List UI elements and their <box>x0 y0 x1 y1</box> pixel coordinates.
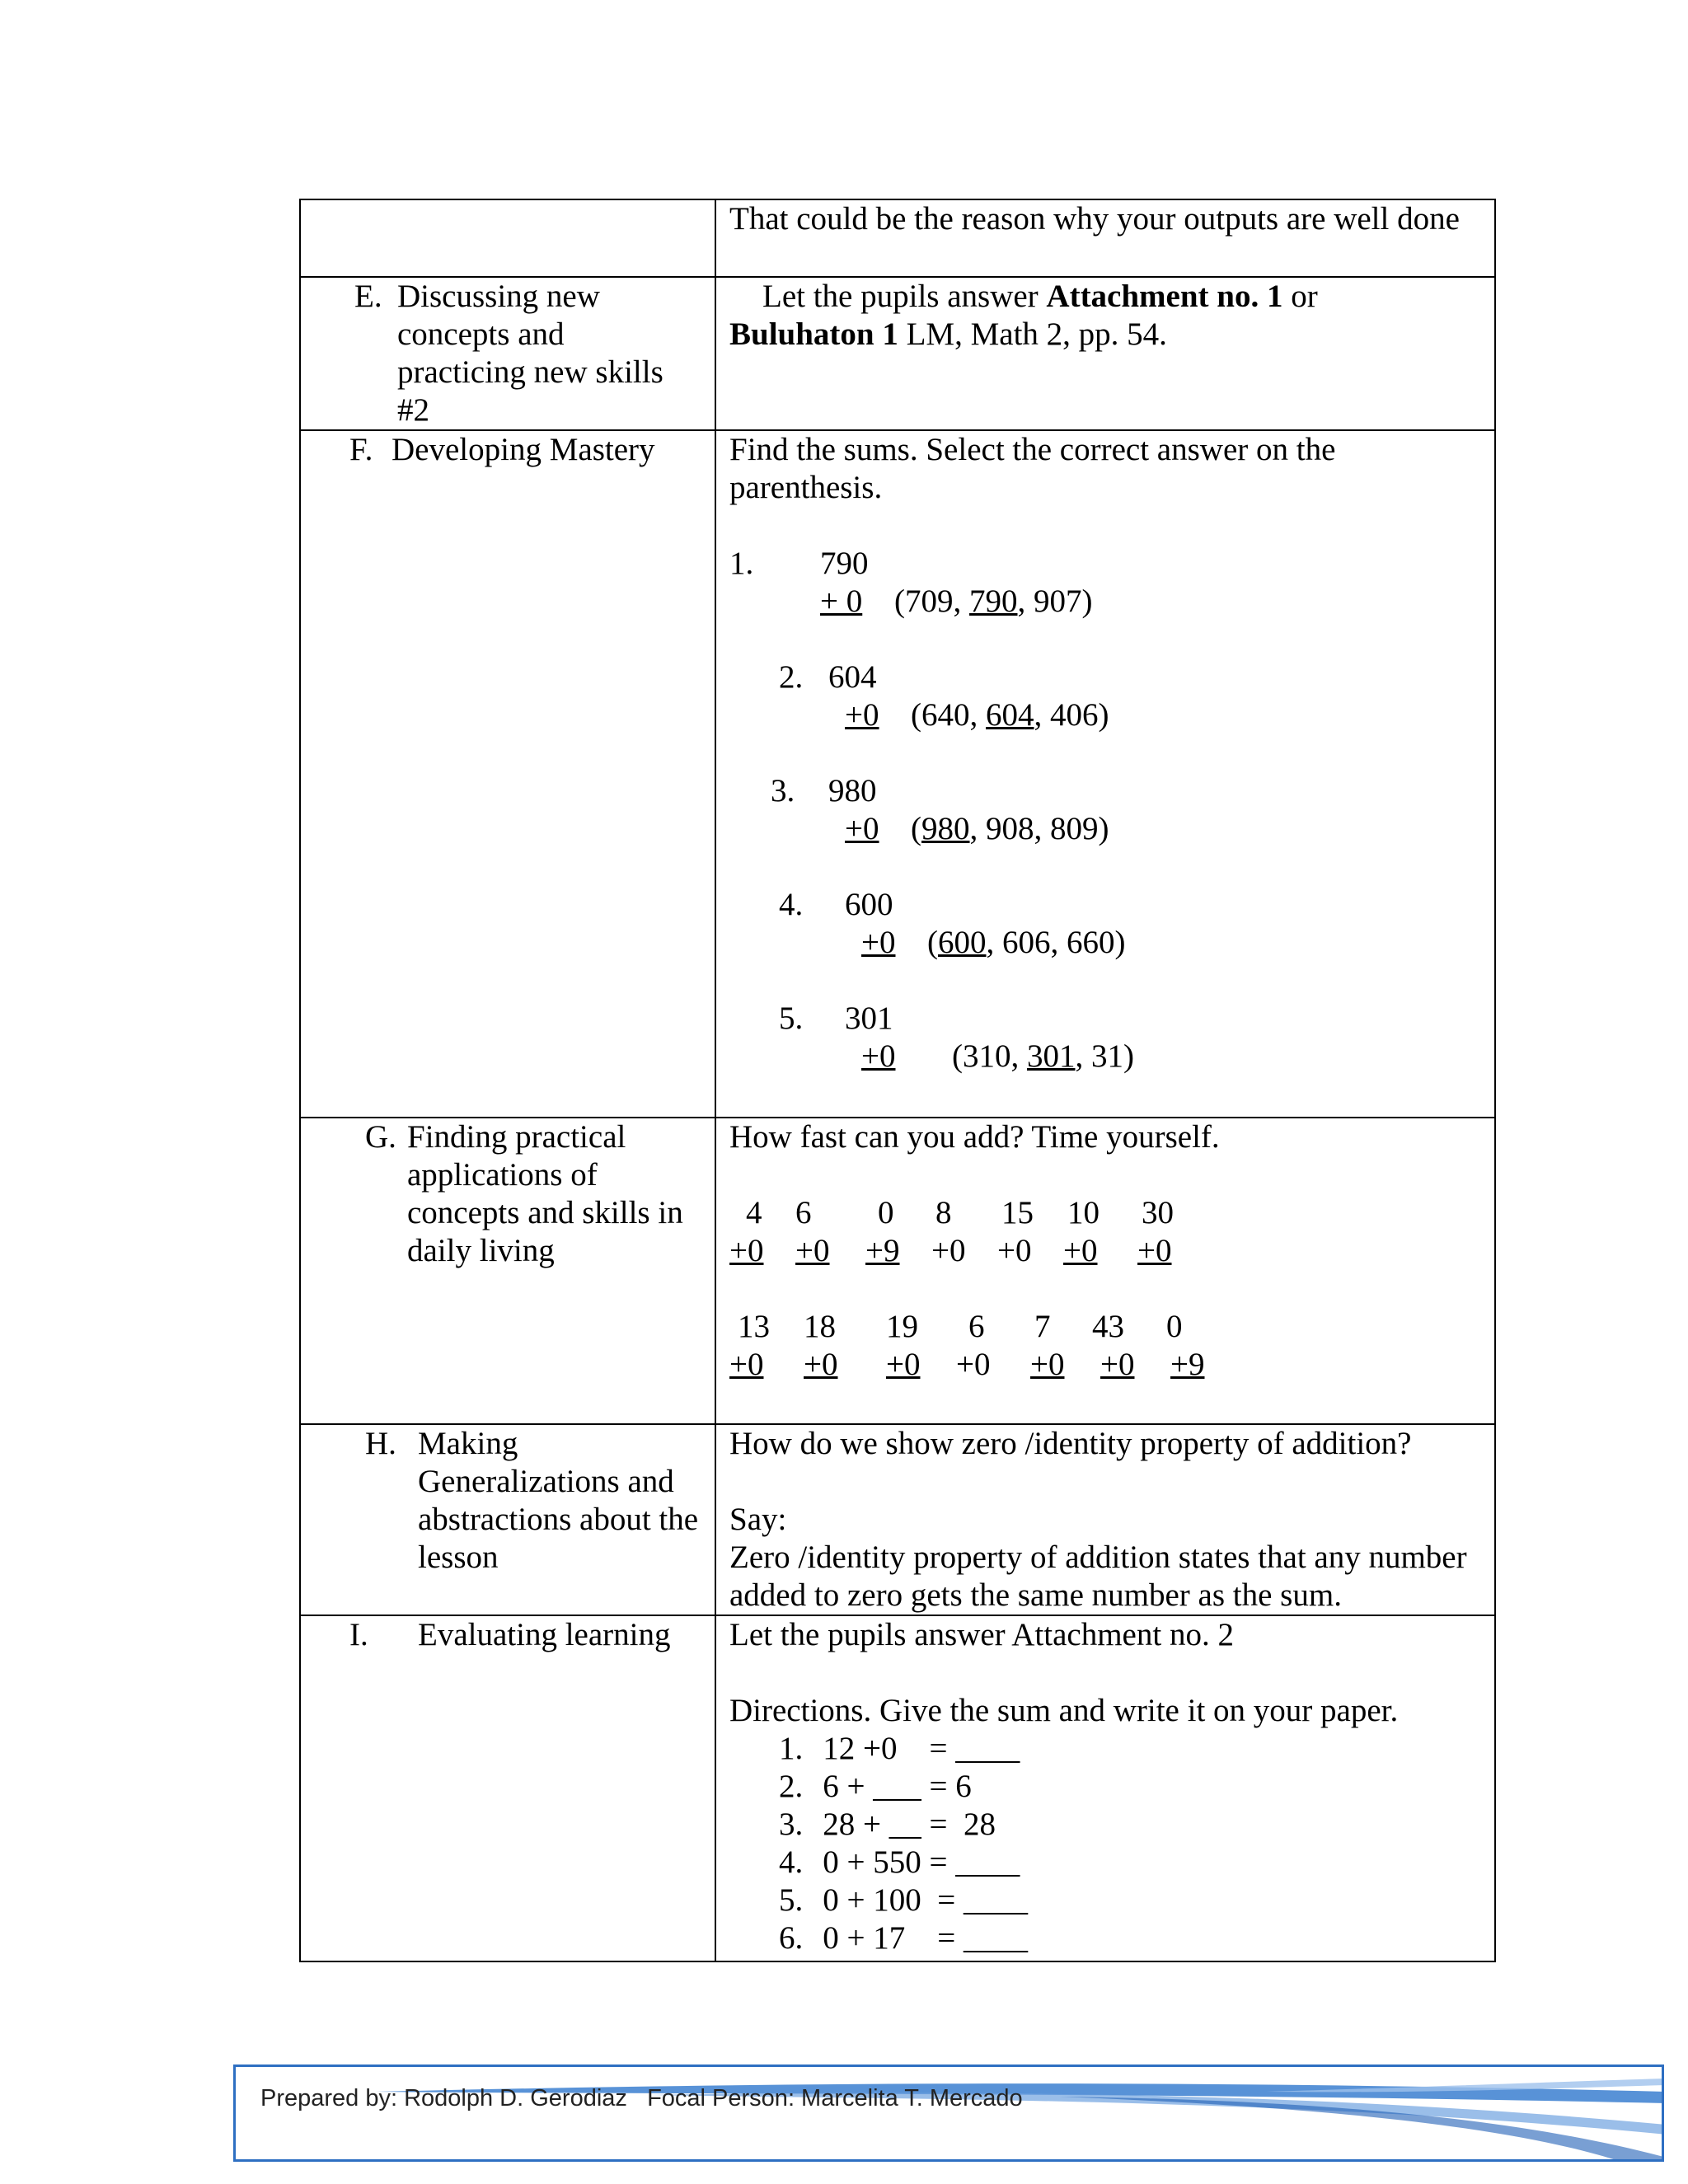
addition-grid-row-2 <box>729 1308 1494 1384</box>
choice: 809 <box>1050 811 1099 846</box>
grid-addend-bottom: +0 <box>1063 1233 1098 1268</box>
item-expression: 0 + 550 = ____ <box>823 1844 1020 1880</box>
row-label: Developing Mastery <box>392 432 655 467</box>
addend-top: 980 <box>828 773 877 808</box>
buluhaton-bold: Buluhaton 1 <box>729 316 898 352</box>
choice: 604 <box>986 697 1034 733</box>
grid-addend-bottom: +0 <box>997 1233 1032 1268</box>
swoosh-decoration <box>236 2067 1664 2162</box>
paren-close: ) <box>1098 811 1109 846</box>
item-expression: 6 + ___ = 6 <box>823 1769 972 1804</box>
problem-number: 2. <box>779 659 804 695</box>
grid-addend-top: 19 <box>886 1309 918 1344</box>
grid-addend-bottom: +0 <box>1100 1347 1135 1382</box>
say-label: Say: <box>729 1502 787 1537</box>
addend-bottom: + 0 <box>820 583 863 619</box>
item-number: 2. <box>779 1769 804 1804</box>
paren-close: ) <box>1123 1038 1134 1074</box>
property-statement: Zero /identity property of addition states that any number added to zero gets the same number as the sum. <box>729 1540 1467 1613</box>
row-letter: H. <box>365 1426 396 1461</box>
paren-open: ( <box>911 811 921 846</box>
addend-bottom: +0 <box>845 811 879 846</box>
problem-number: 1. <box>729 546 754 581</box>
table-row <box>300 1118 1495 1424</box>
table-row <box>300 1615 1495 1961</box>
mastery-problem <box>729 772 1494 848</box>
label-cell <box>300 277 715 430</box>
row-letter: F. <box>349 432 373 467</box>
grid-addend-bottom: +0 <box>956 1347 991 1382</box>
label-cell-empty <box>300 199 715 277</box>
choice: 31 <box>1091 1038 1123 1074</box>
row-label: Discussing new concepts and practicing new skills #2 <box>397 279 663 428</box>
mastery-problem <box>729 658 1494 734</box>
item-expression: 0 + 100 = ____ <box>823 1882 1028 1918</box>
grid-addend-top: 13 <box>738 1309 770 1344</box>
addition-grid-row-1 <box>729 1194 1494 1270</box>
paren-close: ) <box>1081 583 1093 619</box>
grid-addend-bottom: +0 <box>1137 1233 1172 1268</box>
evaluation-line: Let the pupils answer Attachment no. 2 <box>729 1617 1234 1652</box>
grid-addend-bottom: +0 <box>931 1233 966 1268</box>
footer-banner <box>233 2064 1664 2162</box>
content-cell <box>715 1615 1495 1961</box>
grid-addend-top: 30 <box>1142 1195 1174 1230</box>
lesson-plan-table <box>299 199 1496 1962</box>
item-number: 5. <box>779 1882 804 1918</box>
grid-addend-top: 6 <box>795 1195 812 1230</box>
table-row <box>300 277 1495 430</box>
choice: 310 <box>963 1038 1011 1074</box>
grid-addend-top: 10 <box>1067 1195 1100 1230</box>
generalization-question: How do we show zero /identity property of addition? <box>729 1426 1412 1461</box>
row-letter: G. <box>365 1119 396 1155</box>
choice: 660 <box>1067 925 1115 960</box>
choice: 907 <box>1034 583 1082 619</box>
grid-addend-bottom: +0 <box>1030 1347 1065 1382</box>
addend-top: 604 <box>828 659 877 695</box>
grid-addend-top: 0 <box>878 1195 894 1230</box>
grid-addend-top: 15 <box>1001 1195 1034 1230</box>
table-row <box>300 430 1495 1118</box>
row-label: Making Generalizations and abstractions about the lesson <box>418 1426 699 1575</box>
item-expression: 0 + 17 = ____ <box>823 1920 1028 1956</box>
addend-bottom: +0 <box>845 697 879 733</box>
instruction-line-2 <box>729 316 1494 354</box>
continuation-text: That could be the reason why your outputs are well done <box>729 201 1460 237</box>
choice: 980 <box>921 811 970 846</box>
mastery-problem <box>729 886 1494 962</box>
grid-addend-top: 4 <box>746 1195 762 1230</box>
content-cell <box>715 1118 1495 1424</box>
evaluation-item <box>779 1768 972 1806</box>
answer-choices: (600, 606, 660) <box>927 925 1126 960</box>
grid-addend-bottom: +0 <box>804 1347 838 1382</box>
choice: 301 <box>1027 1038 1076 1074</box>
grid-addend-top: 18 <box>804 1309 836 1344</box>
grid-addend-bottom: +0 <box>729 1233 764 1268</box>
instruction-line <box>729 278 1494 316</box>
content-cell <box>715 277 1495 430</box>
choice: 790 <box>969 583 1018 619</box>
content-cell <box>715 430 1495 1118</box>
addend-bottom: +0 <box>861 1038 896 1074</box>
table-row <box>300 1424 1495 1615</box>
grid-addend-top: 6 <box>968 1309 985 1344</box>
mastery-instruction: Find the sums. Select the correct answer on the parenthesis. <box>729 432 1336 505</box>
paren-open: ( <box>911 697 921 733</box>
row-letter: E. <box>354 279 382 314</box>
footer-credits: Prepared by: Rodolph D. Gerodiaz Focal Person: Marcelita T. Mercado <box>260 2085 1023 2111</box>
addend-top: 301 <box>845 1001 893 1036</box>
addend-top: 790 <box>820 546 869 581</box>
label-cell <box>300 1424 715 1615</box>
grid-addend-top: 43 <box>1092 1309 1124 1344</box>
evaluation-item <box>779 1806 996 1844</box>
paren-close: ) <box>1114 925 1126 960</box>
item-number: 6. <box>779 1920 804 1956</box>
label-cell <box>300 430 715 1118</box>
item-number: 4. <box>779 1844 804 1880</box>
content-cell <box>715 1424 1495 1615</box>
grid-addend-bottom: +9 <box>1170 1347 1205 1382</box>
answer-choices: (980, 908, 809) <box>911 811 1109 846</box>
addend-bottom: +0 <box>861 925 896 960</box>
answer-choices: (709, 790, 907) <box>894 583 1093 619</box>
problem-number: 3. <box>771 773 795 808</box>
grid-addend-bottom: +0 <box>886 1347 921 1382</box>
evaluation-item <box>779 1882 1028 1919</box>
row-label: Evaluating learning <box>418 1617 671 1652</box>
item-expression: 28 + __ = 28 <box>823 1807 996 1842</box>
problem-number: 5. <box>779 1001 804 1036</box>
evaluation-directions: Directions. Give the sum and write it on your paper. <box>729 1693 1399 1728</box>
item-number: 1. <box>779 1731 804 1766</box>
choice: 640 <box>921 697 970 733</box>
label-cell <box>300 1118 715 1424</box>
problem-number: 4. <box>779 887 804 922</box>
speed-instruction: How fast can you add? Time yourself. <box>729 1119 1220 1155</box>
grid-addend-bottom: +9 <box>865 1233 900 1268</box>
choice: 709 <box>905 583 954 619</box>
attachment-bold: Attachment no. 1 <box>1046 279 1283 314</box>
paren-open: ( <box>952 1038 963 1074</box>
addend-top: 600 <box>845 887 893 922</box>
answer-choices: (640, 604, 406) <box>911 697 1109 733</box>
content-cell <box>715 199 1495 277</box>
grid-addend-bottom: +0 <box>795 1233 830 1268</box>
choice: 600 <box>938 925 987 960</box>
choice: 406 <box>1050 697 1099 733</box>
instruction-mid: or <box>1282 279 1318 314</box>
paren-open: ( <box>894 583 905 619</box>
label-cell <box>300 1615 715 1961</box>
row-letter: I. <box>349 1617 368 1652</box>
grid-addend-bottom: +0 <box>729 1347 764 1382</box>
table-row <box>300 199 1495 277</box>
evaluation-item <box>779 1730 1020 1768</box>
grid-addend-top: 7 <box>1034 1309 1051 1344</box>
choice: 606 <box>1002 925 1051 960</box>
instruction-pre: Let the pupils answer <box>762 279 1047 314</box>
grid-addend-top: 0 <box>1166 1309 1183 1344</box>
row-label: Finding practical applications of concepts and skills in daily living <box>407 1119 683 1268</box>
evaluation-item <box>779 1844 1020 1882</box>
mastery-items <box>729 545 1494 1076</box>
instruction-post: LM, Math 2, pp. 54. <box>898 316 1167 352</box>
paren-open: ( <box>927 925 938 960</box>
item-number: 3. <box>779 1807 804 1842</box>
item-expression: 12 +0 = ____ <box>823 1731 1020 1766</box>
choice: 908 <box>986 811 1034 846</box>
grid-addend-top: 8 <box>935 1195 952 1230</box>
mastery-problem <box>729 1000 1494 1076</box>
evaluation-items <box>729 1730 1494 1957</box>
answer-choices: (310, 301, 31) <box>952 1038 1134 1074</box>
paren-close: ) <box>1098 697 1109 733</box>
mastery-problem <box>729 545 1494 621</box>
evaluation-item <box>779 1919 1028 1957</box>
